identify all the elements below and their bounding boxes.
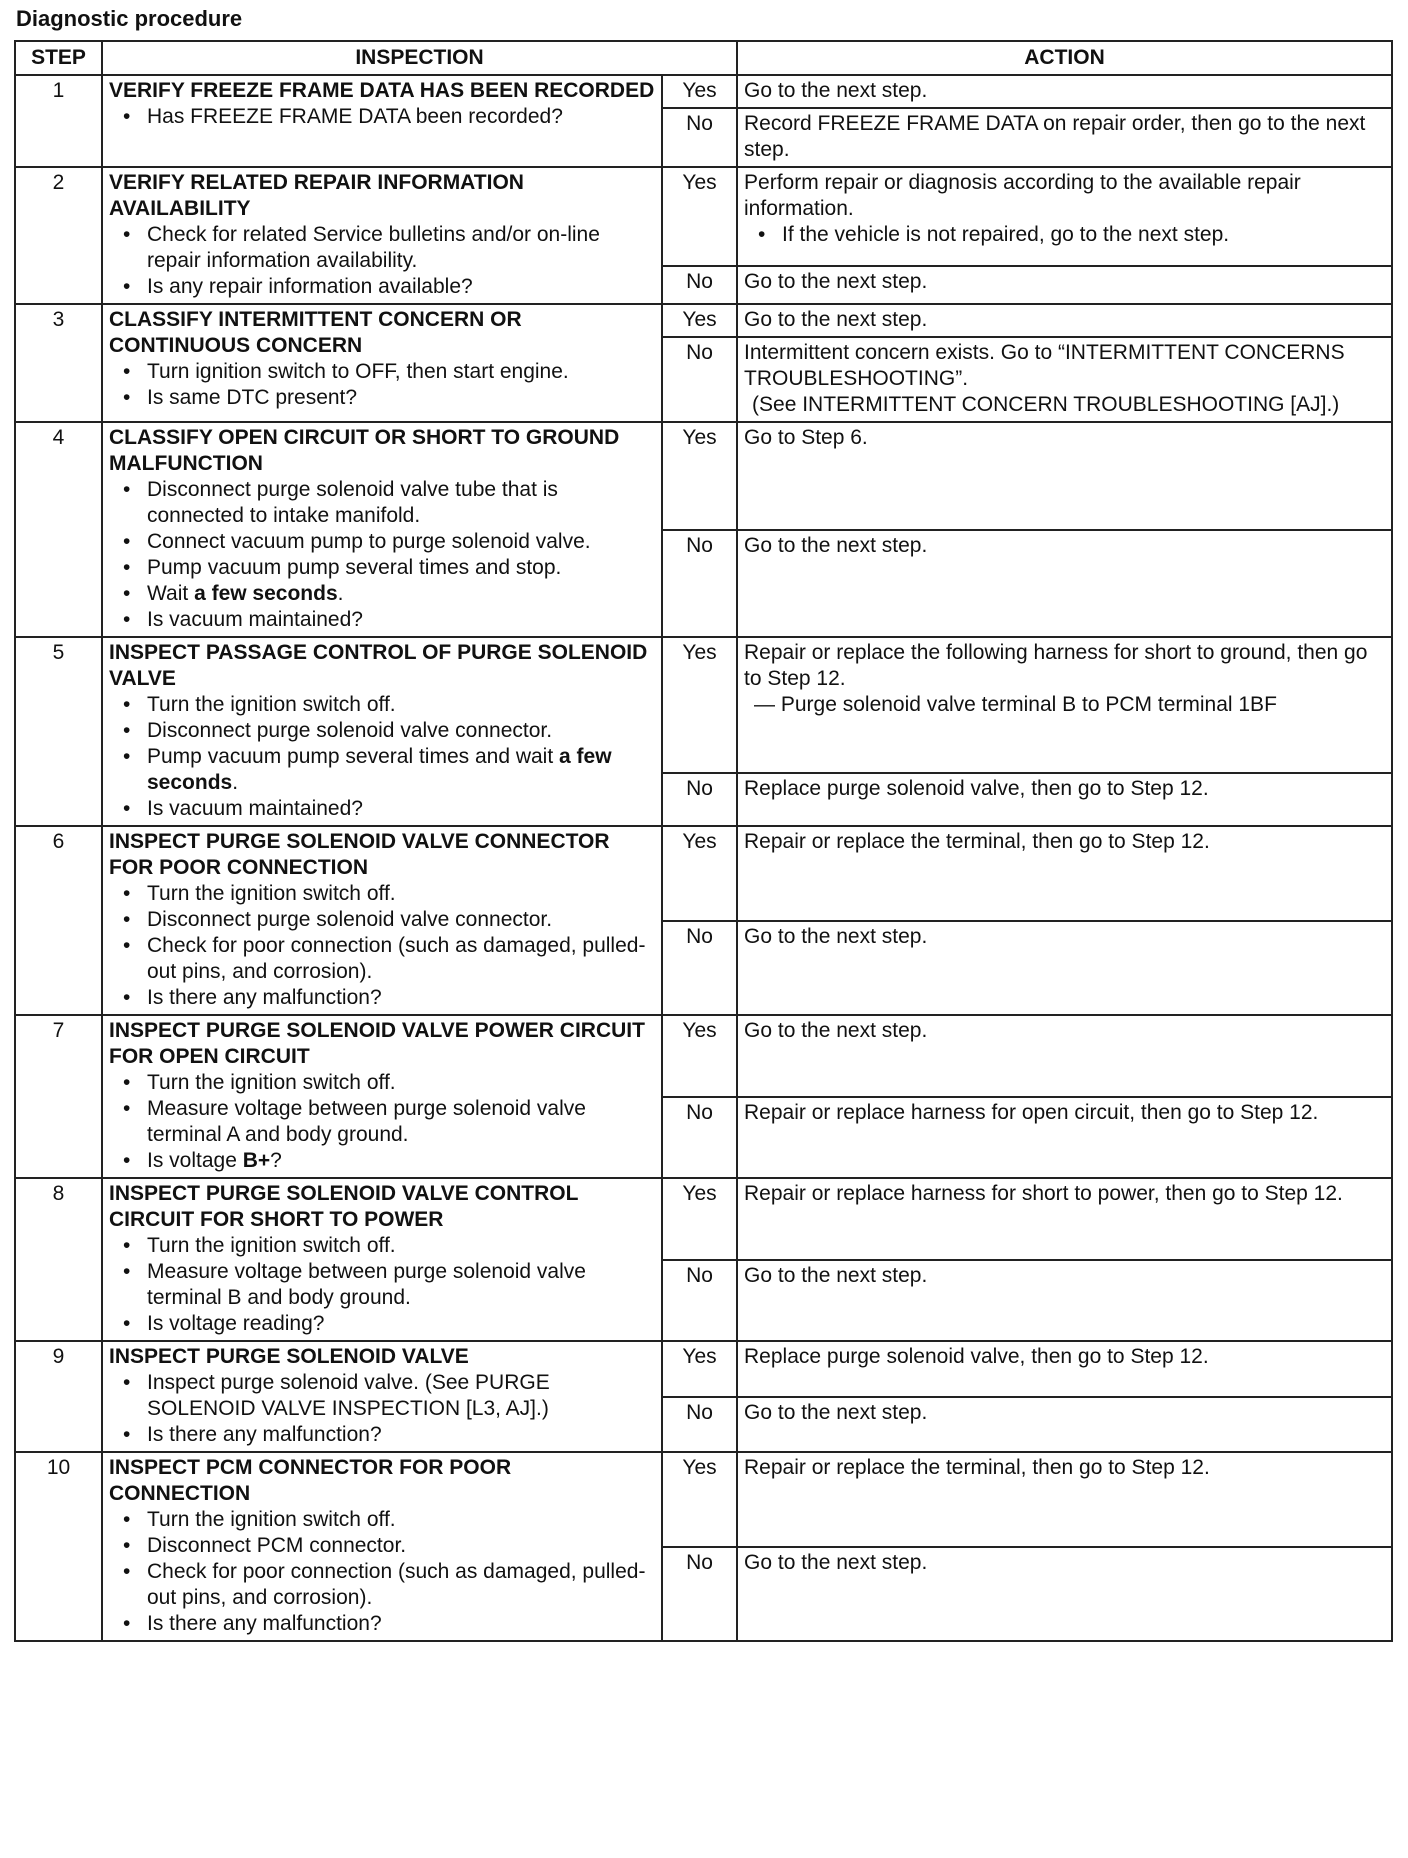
action-cell [737,108,1392,167]
action-cell [737,304,1392,337]
action-cell [737,826,1392,921]
inspection-bullet: • Turn the ignition switch off. [109,1507,655,1533]
inspection-bullets [109,1233,655,1337]
action-text: Replace purge solenoid valve, then go to Step 12. [744,777,1209,801]
action-text: — Purge solenoid valve terminal B to PCM terminal 1BF [754,693,1277,716]
bullet-text-part: Is voltage [147,1149,243,1172]
table-row [15,304,1392,337]
action-cell [737,266,1392,304]
result-label: No [662,1097,737,1179]
action-text: Go to the next step. [744,308,928,331]
action-text: Repair or replace the terminal, then go to Step 12. [744,1456,1210,1479]
step-number: 2 [15,167,102,304]
step-number: 8 [15,1178,102,1341]
inspection-bullet: • Is there any malfunction? [109,1611,655,1637]
inspection-title: INSPECT PASSAGE CONTROL OF PURGE SOLENOID VALVE [109,641,648,690]
inspection-title: VERIFY FREEZE FRAME DATA HAS BEEN RECORDED [109,79,655,102]
result-label: Yes [662,304,737,337]
action-cell [737,1260,1392,1342]
inspection-bullet [109,581,655,607]
table-row [15,637,1392,773]
action-text: Repair or replace the terminal, then go to Step 12. [744,830,1210,853]
diagnostic-table [14,40,1393,1642]
result-label: No [662,530,737,638]
action-text: Go to the next step. [744,1263,928,1287]
action-cell [737,1452,1392,1547]
action-cell [737,422,1392,530]
inspection-bullet: • Turn the ignition switch off. [109,1233,655,1259]
inspection-bullet: • Is same DTC present? [109,385,655,411]
inspection-bullet: • Has FREEZE FRAME DATA been recorded? [109,104,655,130]
result-label: Yes [662,1178,737,1260]
step-number: 10 [15,1452,102,1641]
inspection-cell [102,637,662,826]
inspection-bullet: • Inspect purge solenoid valve. (See PURGE SOLENOID VALVE INSPECTION [L3, AJ].) [109,1370,655,1422]
action-cell [737,1015,1392,1097]
result-label: No [662,1397,737,1453]
result-label: No [662,921,737,1016]
step-number: 3 [15,304,102,422]
action-text: Go to the next step. [744,269,928,293]
table-row [15,1452,1392,1547]
step-number: 7 [15,1015,102,1178]
action-cell [737,1178,1392,1260]
action-text: Replace purge solenoid valve, then go to Step 12. [744,1345,1209,1368]
result-label: No [662,337,737,422]
bullet-text-part: Wait [147,582,195,605]
action-text: Intermittent concern exists. Go to “INTERMITTENT CONCERNS TROUBLESHOOTING”. [744,341,1345,390]
action-cell [737,75,1392,108]
step-number: 1 [15,75,102,167]
action-text: Go to Step 6. [744,426,868,449]
inspection-cell [102,1341,662,1452]
inspection-bullet: • Connect vacuum pump to purge solenoid valve. [109,529,655,555]
inspection-bullet: • Check for related Service bulletins and/or on-line repair information availability. [109,222,655,274]
inspection-bullet: • Measure voltage between purge solenoid valve terminal A and body ground. [109,1096,655,1148]
header-action: ACTION [737,41,1392,75]
inspection-bullet: • Disconnect purge solenoid valve tube that is connected to intake manifold. [109,477,655,529]
inspection-bullet: • Check for poor connection (such as damaged, pulled-out pins, and corrosion). [109,933,655,985]
action-cell [737,773,1392,826]
inspection-bullet: • Turn the ignition switch off. [109,692,655,718]
inspection-bullets [109,1070,655,1174]
action-cell [737,530,1392,638]
result-label: Yes [662,826,737,921]
inspection-bullet: • Pump vacuum pump several times and stop. [109,555,655,581]
action-text: Go to the next step. [744,1400,928,1424]
bullet-text-part: . [232,771,239,794]
inspection-cell [102,75,662,167]
result-label: No [662,1547,737,1642]
action-text: Repair or replace harness for open circuit, then go to Step 12. [744,1100,1319,1124]
action-text: Record FREEZE FRAME DATA on repair order, then go to the next step. [744,112,1366,161]
step-number: 6 [15,826,102,1015]
bullet-text-part: Pump vacuum pump several times and wait [147,745,560,768]
inspection-bullet: • Is there any malfunction? [109,985,655,1011]
inspection-bullet [109,1148,655,1174]
table-body [15,75,1392,1641]
result-label: Yes [662,167,737,266]
inspection-title: VERIFY RELATED REPAIR INFORMATION AVAILABILITY [109,171,524,220]
result-label: Yes [662,75,737,108]
action-text: • If the vehicle is not repaired, go to the next step. [744,222,1385,248]
emphasis-text: a few seconds [147,745,612,794]
action-text: Go to the next step. [744,1019,928,1042]
result-label: Yes [662,1341,737,1397]
table-row [15,422,1392,530]
result-label: Yes [662,637,737,773]
inspection-bullets [109,1507,655,1637]
action-cell [737,1341,1392,1397]
inspection-cell [102,304,662,422]
inspection-title: CLASSIFY OPEN CIRCUIT OR SHORT TO GROUND MALFUNCTION [109,426,620,475]
inspection-bullet: • Is there any malfunction? [109,1422,655,1448]
action-cell [737,1397,1392,1453]
step-number: 4 [15,422,102,637]
inspection-title: CLASSIFY INTERMITTENT CONCERN OR CONTINUOUS CONCERN [109,308,522,357]
inspection-bullets [109,222,655,300]
table-row [15,826,1392,921]
inspection-bullet: • Check for poor connection (such as damaged, pulled-out pins, and corrosion). [109,1559,655,1611]
table-row [15,1178,1392,1260]
action-cell [737,637,1392,773]
inspection-bullet [109,744,655,796]
result-label: No [662,773,737,826]
result-label: Yes [662,1452,737,1547]
action-text: Repair or replace harness for short to power, then go to Step 12. [744,1182,1343,1205]
inspection-bullet: • Turn the ignition switch off. [109,881,655,907]
step-number: 9 [15,1341,102,1452]
inspection-bullet: • Disconnect purge solenoid valve connector. [109,907,655,933]
result-label: No [662,108,737,167]
action-cell [737,337,1392,422]
emphasis-text: B+ [242,1149,271,1172]
table-row [15,167,1392,266]
inspection-title: INSPECT PURGE SOLENOID VALVE [109,1345,469,1368]
action-cell [737,1547,1392,1642]
result-label: No [662,266,737,304]
inspection-cell [102,1178,662,1341]
inspection-bullet: • Disconnect purge solenoid valve connector. [109,718,655,744]
inspection-bullets [109,477,655,633]
inspection-cell [102,422,662,637]
inspection-title: INSPECT PURGE SOLENOID VALVE POWER CIRCUIT FOR OPEN CIRCUIT [109,1019,645,1068]
inspection-bullet: • Measure voltage between purge solenoid valve terminal B and body ground. [109,1259,655,1311]
emphasis-text: a few seconds [194,582,338,605]
inspection-bullets [109,359,655,411]
action-text: Go to the next step. [744,533,928,557]
inspection-bullet: • Turn ignition switch to OFF, then start engine. [109,359,655,385]
action-cell [737,921,1392,1016]
inspection-bullet: • Is voltage reading? [109,1311,655,1337]
table-row [15,1015,1392,1097]
action-text: Go to the next step. [744,924,928,948]
table-row [15,1341,1392,1397]
result-label: No [662,1260,737,1342]
inspection-cell [102,1015,662,1178]
action-text: Perform repair or diagnosis according to the available repair information. [744,171,1301,220]
result-label: Yes [662,422,737,530]
inspection-bullets [109,1370,655,1448]
action-text: Repair or replace the following harness for short to ground, then go to Step 12. [744,641,1368,690]
inspection-bullet: • Is any repair information available? [109,274,655,300]
action-text: Go to the next step. [744,79,928,102]
action-text: Go to the next step. [744,1550,928,1574]
inspection-bullets [109,692,655,822]
action-cell [737,1097,1392,1179]
inspection-bullets [109,104,655,130]
result-label: Yes [662,1015,737,1097]
inspection-bullet: • Is vacuum maintained? [109,796,655,822]
inspection-bullet: • Turn the ignition switch off. [109,1070,655,1096]
header-step: STEP [15,41,102,75]
action-text: (See INTERMITTENT CONCERN TROUBLESHOOTING [AJ].) [752,393,1340,416]
inspection-bullets [109,881,655,1011]
inspection-cell [102,167,662,304]
inspection-title: INSPECT PURGE SOLENOID VALVE CONTROL CIRCUIT FOR SHORT TO POWER [109,1182,579,1231]
action-cell [737,167,1392,266]
inspection-cell [102,826,662,1015]
table-row [15,75,1392,108]
inspection-cell [102,1452,662,1641]
inspection-bullet: • Is vacuum maintained? [109,607,655,633]
inspection-title: INSPECT PURGE SOLENOID VALVE CONNECTOR FOR POOR CONNECTION [109,830,610,879]
step-number: 5 [15,637,102,826]
bullet-text-part: . [337,582,344,605]
bullet-text-part: ? [270,1149,282,1172]
inspection-title: INSPECT PCM CONNECTOR FOR POOR CONNECTION [109,1456,512,1505]
inspection-bullet: • Disconnect PCM connector. [109,1533,655,1559]
table-header-row [15,41,1392,75]
page-title: Diagnostic procedure [16,6,243,31]
header-inspection: INSPECTION [102,41,737,75]
